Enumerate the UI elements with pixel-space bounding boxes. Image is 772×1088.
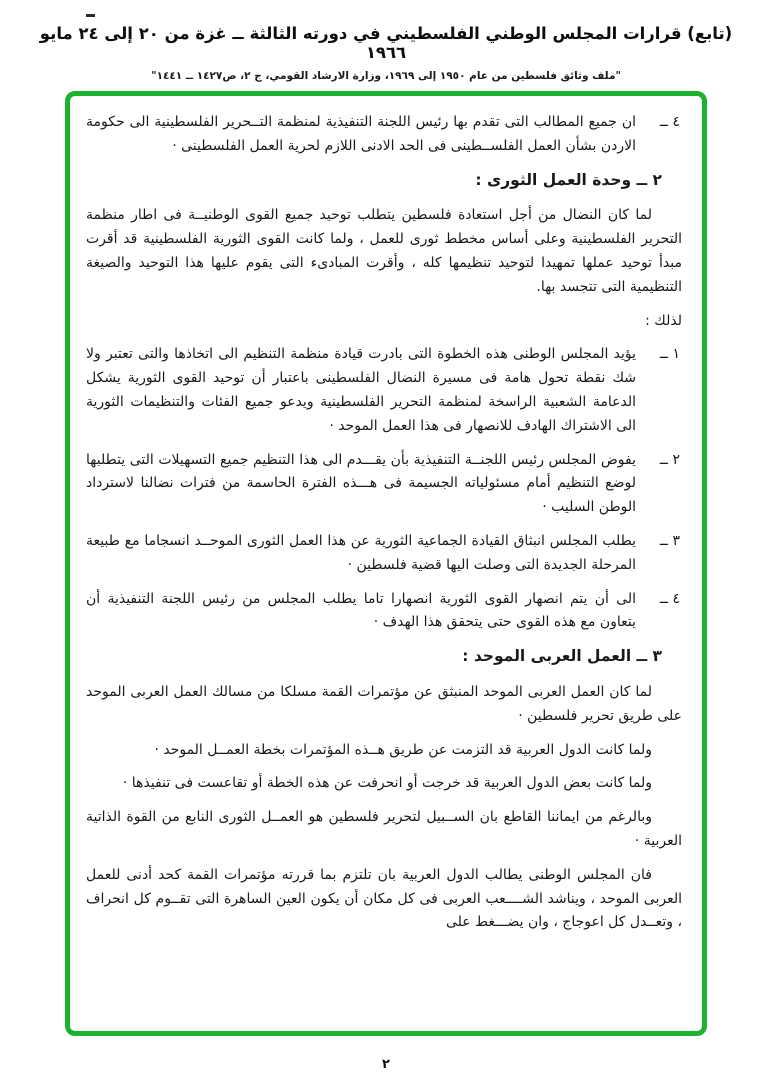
item-text: ان جميع المطالب التى تقدم بها رئيس اللجنة التنفيذية لمنظمة التــحرير الفلسطينية الى حكومة الاردن بشأن العمل الفلســطينى فى الحد الادنى اللازم لحرية العمل الفلسطينى ·	[86, 114, 636, 154]
item-text: يطلب المجلس انبثاق القيادة الجماعية الثورية عن هذا العمل الثورى الموحــد انسجاما مع طبيعة المرحلة الجديدة التى وصلت اليها قضية فلسطين ·	[86, 532, 636, 573]
paragraph: ولما كانت بعض الدول العربية قد خرجت أو انحرفت عن هذه الخطة أو تقاعست فى تنفيذها ·	[122, 775, 652, 792]
page-number: ٢	[382, 1057, 390, 1072]
item-number: ٤ ــ	[659, 114, 680, 130]
item-number: ٣ ــ	[659, 532, 680, 549]
paragraph: فان المجلس الوطنى يطالب الدول العربية بان تلتزم بما قررته مؤتمرات القمة كحد أدنى للعمل العربى الموحد ، ويناشد الشــــعب العربى فى كل مكان أن يكون العين الساهرة التى تقــوم كل انحراف ، وتعــدل كل اعوجاج ، وان يضـــغط على	[86, 866, 682, 931]
numbered-item	[86, 343, 682, 438]
numbered-item	[86, 111, 682, 159]
numbered-item	[86, 588, 682, 636]
paragraph: لما كان العمل العربى الموحد المنبثق عن مؤتمرات القمة مسلكا من مسالك العمل العربى الموحد على طريق تحرير فلسطين ·	[86, 683, 682, 724]
section-heading: ٢ ــ وحدة العمل الثورى :	[475, 170, 662, 189]
item-number: ٤ ــ	[659, 590, 680, 607]
item-text: الى أن يتم انصهار القوى الثورية انصهارا تاما يطلب المجلس من رئيس اللجنة التنفيذية أن يتعاون مع هذه القوى حتى يتحقق هذا الهدف ·	[86, 590, 636, 631]
item-number: ٢ ــ	[659, 451, 680, 468]
item-text: يؤيد المجلس الوطنى هذه الخطوة التى بادرت قيادة منظمة التنظيم الى اتخاذها والتى تعتبر ولا شك نقطة تحول هامة فى مسيرة النضال الفلسطينى باعتبار أن توحيد القوى الثورية يشكل الدعامة الشعبية الراسخة لمنظمة التحرير الفلسطينية ويدعو جميع الفئات والتنظيمات الثورية الى الاشتراك الهادف للانصهار فى هذا العمل الموحد ·	[86, 346, 636, 434]
paragraph: وبالرغم من ايماننا القاطع بان الســبيل لتحرير فلسطين هو العمــل الثورى النابع من القوة الذاتية العربية ·	[86, 809, 682, 849]
numbered-item	[86, 449, 682, 520]
item-text: يفوض المجلس رئيس اللجنــة التنفيذية بأن يقـــدم الى هذا التنظيم جميع التسهيلات التى يتطلبها لوضع التنظيم أمام مسئولياته الجسيمة فى هـــذه الفترة الحاسمة من فترات نضالنا لاسترداد الوطن السليب ·	[86, 451, 636, 516]
document-body	[86, 111, 682, 935]
paragraph: لذلك :	[645, 312, 682, 329]
scan-artifact-dash	[86, 14, 95, 17]
paragraph: لما كان النضال من أجل استعادة فلسطين يتطلب توحيد جميع القوى الوطنيــة فى اطار منظمة التحرير الفلسطينية وعلى أساس مخطط ثورى للعمل ، ولما كانت القوى الثورية الفلسطينية قد أقرت مبدأ توحيد عملها تمهيدا لتوحيد تنظيمها كله ، وأقرت المبادىء التى يقوم عليها هذا التوحيد والصيغة التنظيمية التى تتجسد بها.	[86, 207, 682, 295]
numbered-item	[86, 530, 682, 578]
green-highlight-frame	[65, 91, 707, 1036]
page-title: (تابع) قرارات المجلس الوطني الفلسطيني في دورته الثالثة ــ غزة من ٢٠ إلى ٢٤ مايو ١٩٦٦	[39, 24, 733, 62]
section-heading: ٣ ــ العمل العربى الموحد :	[462, 647, 662, 666]
document-header	[30, 24, 742, 82]
paragraph: ولما كانت الدول العربية قد التزمت عن طريق هــذه المؤتمرات بخطة العمــل الموحد ·	[154, 741, 652, 758]
item-number: ١ ــ	[659, 346, 680, 363]
source-citation-line: "ملف وثائق فلسطين من عام ١٩٥٠ إلى ١٩٦٩، وزارة الارشاد القومي، ج ٢، ص١٤٢٧ ــ ١٤٤١"	[151, 70, 621, 82]
